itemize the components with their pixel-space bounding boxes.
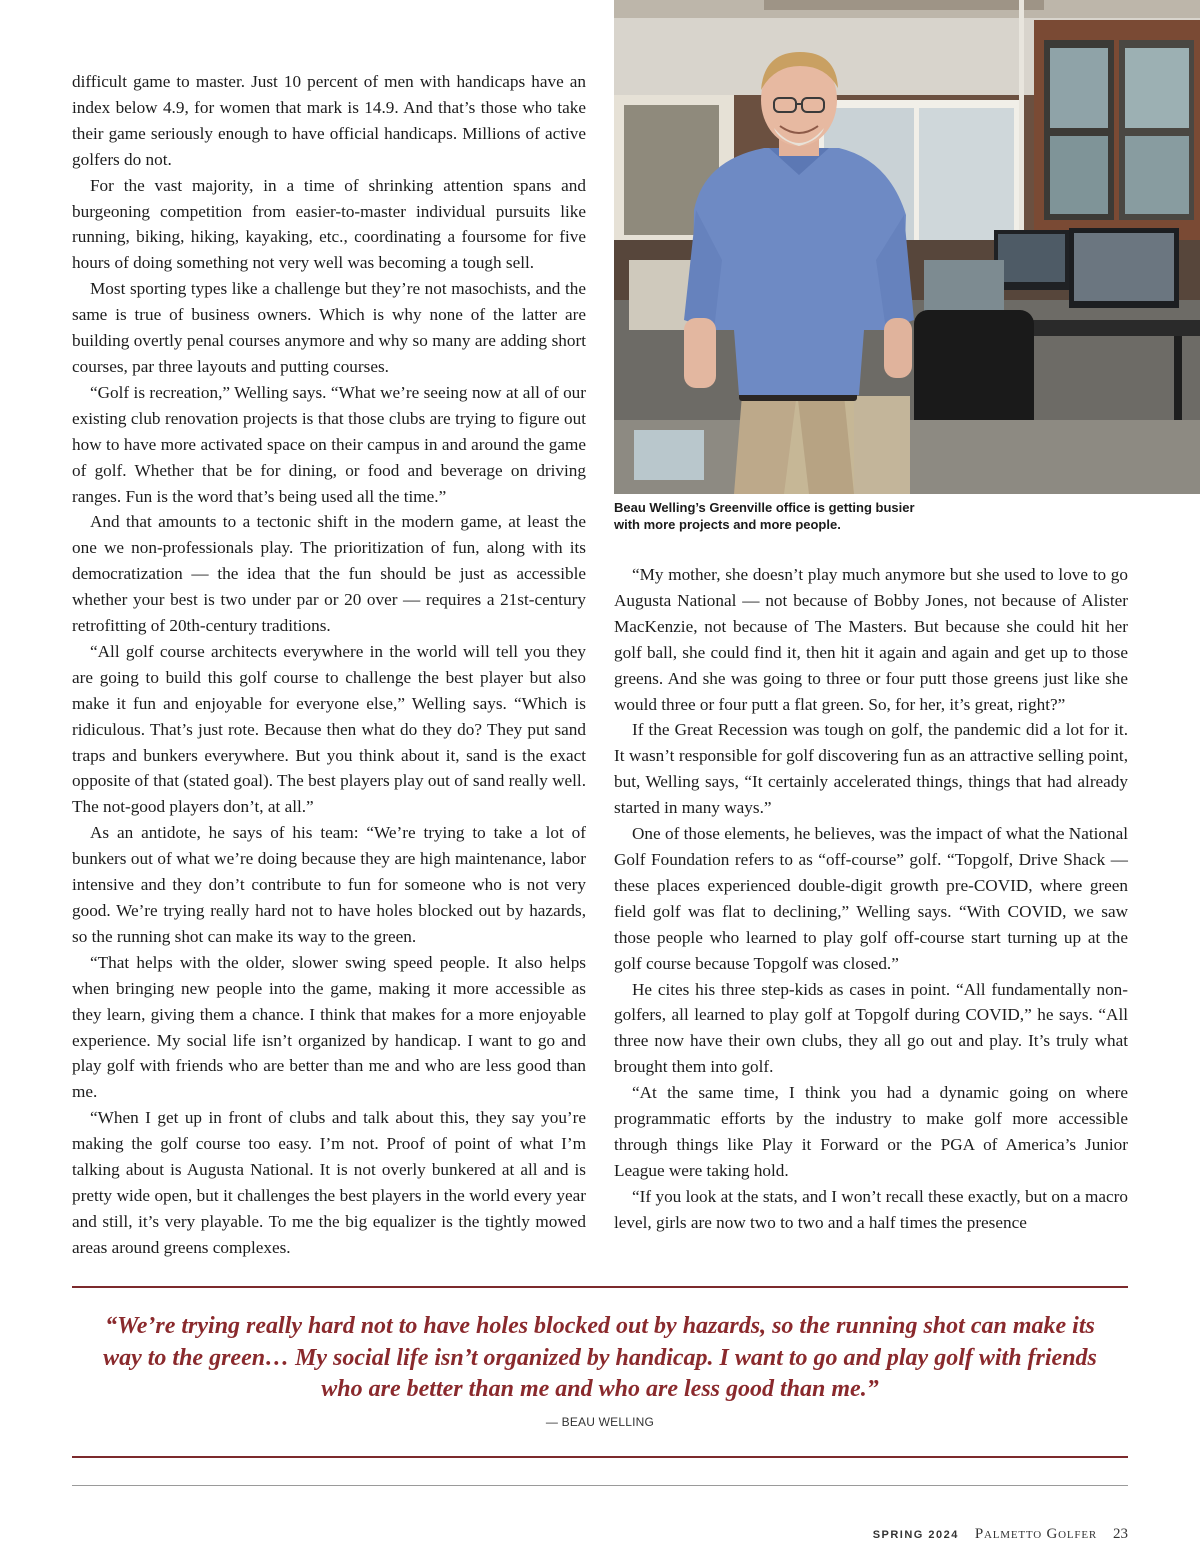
article-paragraph: Most sporting types like a challenge but they’re not masochists, and the same is true of business owners. Which is why none of the latter are building overtly penal courses anymore and why so many are adding short courses, par three layouts and putting courses. [72, 279, 586, 376]
article-paragraph: As an antidote, he says of his team: “We’re trying to take a lot of bunkers out of what we’re doing because they are high maintenance, labor intensive and they don’t contribute to fun for someone who is not very good. We’re trying really hard not to have holes blocked out by hazards, so the running shot can make its way to the green. [72, 823, 586, 946]
article-paragraph: “That helps with the older, slower swing speed people. It also helps when bringing new people into the game, making it more accessible as they learn, giving them a chance. I think that makes for a more enjoyable experience. My social life isn’t organized by handicap. I want to go and play golf with friends who are better than me and who are less good than me. [72, 952, 586, 1102]
article-paragraph: “My mother, she doesn’t play much anymore but she used to love to go Augusta National — not because of Bobby Jones, not because of Alister MacKenzie, not because of The Masters. But because she could hit her golf ball, she could find it, then hit it again and again and get up to those greens. And she was going to three or four putt those greens just like she would three or four putt a flat green. So, for her, it’s great, right?” [614, 565, 1128, 714]
article-right-column [614, 562, 1128, 1236]
article-paragraph: “If you look at the stats, and I won’t recall these exactly, but on a macro level, girls are now two to two and a half times the presence [614, 1186, 1128, 1232]
pull-quote-attribution: — BEAU WELLING [545, 1415, 655, 1429]
pull-quote-bottom-rule [72, 1456, 1128, 1458]
article-left-column [72, 69, 586, 1261]
office-photo [614, 0, 1200, 494]
article-paragraph: If the Great Recession was tough on golf, the pandemic did a lot for it. It wasn’t responsible for golf discovering fun as an attractive selling point, but, Welling says, “It certainly accelerated things, things that had already started in many ways.” [614, 720, 1128, 818]
article-paragraph: He cites his three step-kids as cases in point. “All fundamentally non-golfers, all learned to play golf at Topgolf during COVID,” he says. “All three now have their own clubs, they all go out and play. It’s truly what brought them into golf. [614, 979, 1128, 1077]
article-paragraph: “When I get up in front of clubs and talk about this, they say you’re making the golf course too easy. I’m not. Proof of point of what I’m talking about is Augusta National. It is not overly bunkered at all and is pretty wide open, but it challenges the best players in the world every year and still, it’s very playable. To me the big equalizer is the tightly mowed areas around greens complexes. [72, 1108, 586, 1257]
page-number: 23 [1113, 1526, 1128, 1542]
pull-quote-top-rule [72, 1286, 1128, 1288]
photo-caption: Beau Welling’s Greenville office is getting busier with more projects and more people. [614, 500, 915, 532]
article-paragraph: And that amounts to a tectonic shift in the modern game, at least the one we non-professionals play. The prioritization of fun, along with its democratization — the idea that the fun should be just as accessible whether your best is two under par or 20 over — requires a 21st-century retrofitting of 20th-century traditions. [72, 512, 586, 636]
office-photo-illustration [614, 0, 1200, 494]
article-paragraph: “Golf is recreation,” Welling says. “What we’re seeing now at all of our existing club renovation projects is that those clubs are trying to figure out how to have more activated space on their campus in and around the game of golf. Whether that be for dining, or food and beverage on driving ranges. Fun is the word that’s being used all the time.” [72, 382, 586, 506]
article-paragraph: One of those elements, he believes, was the impact of what the National Golf Foundation refers to as “off-course” golf. “Topgolf, Drive Shack — these places experienced double-digit growth pre-COVID, where green field golf was flat to declining,” Welling says. “With COVID, we saw those people who learned to play golf off-course start turning up at the golf course because Topgolf was closed.” [614, 824, 1128, 973]
article-paragraph: For the vast majority, in a time of shrinking attention spans and burgeoning competition from easier-to-master individual pursuits like running, biking, hiking, kayaking, etc., coordinating a foursome for five hours of doing something not very well was becoming a tough sell. [72, 175, 586, 273]
issue-date: SPRING 2024 [872, 1529, 959, 1541]
pull-quote: “We’re trying really hard not to have holes blocked out by hazards, so the running shot can make its way to the green… My social life isn’t organized by handicap. I want to go and play golf with friends who are better than me and who are less good than me.” [103, 1313, 1097, 1402]
article-paragraph: “At the same time, I think you had a dynamic going on where programmatic efforts by the industry to make golf more accessible through things like Play it Forward or the PGA of America’s Junior League were taking hold. [614, 1083, 1128, 1180]
article-paragraph: difficult game to master. Just 10 percent of men with handicaps have an index below 4.9, for women that mark is 14.9. And that’s those who take their game seriously enough to have official handicaps. Millions of active golfers do not. [72, 72, 586, 169]
magazine-name: Palmetto Golfer [974, 1526, 1097, 1542]
footer-divider [72, 1485, 1128, 1486]
page-footer [873, 1526, 1128, 1546]
article-paragraph: “All golf course architects everywhere in the world will tell you they are going to build this golf course to challenge the best player but also make it fun and enjoyable for everyone else,” Welling says. “Which is ridiculous. That’s just rote. Because then what do they do? They put sand traps and bunkers everywhere. But you think about it, sand is the exact opposite of that (stated goal). The best players play out of sand really well. The not-good players don’t, at all.” [72, 641, 586, 817]
